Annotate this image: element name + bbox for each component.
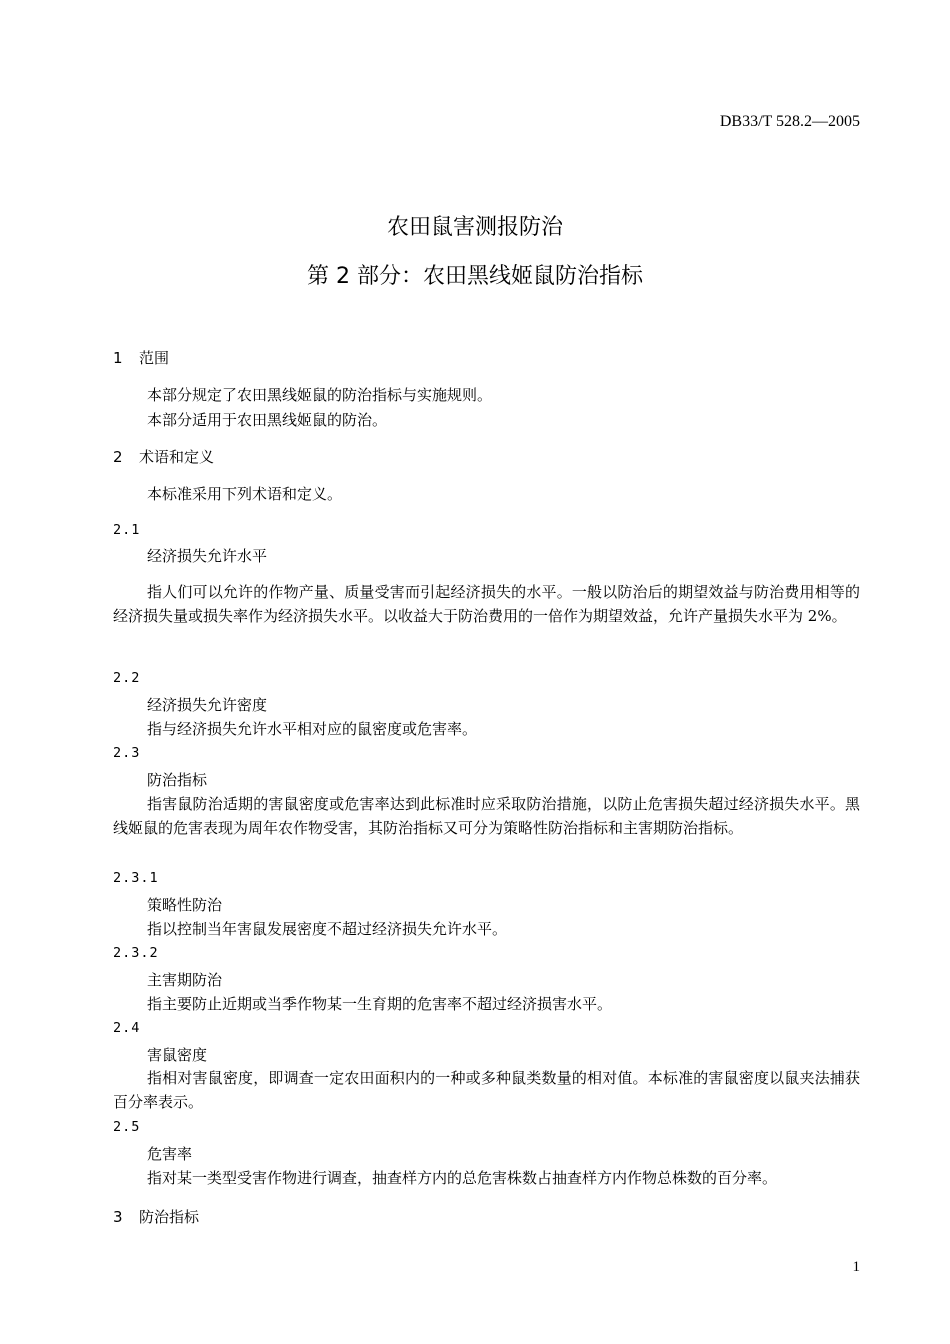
page-number: 1	[852, 1259, 860, 1275]
paragraph: 本部分适用于农田黑线姬鼠的防治。	[147, 411, 388, 429]
clause-number: 2.3	[113, 745, 141, 761]
clause-number: 2.4	[113, 1020, 141, 1036]
paragraph: 本标准采用下列术语和定义。	[147, 485, 343, 503]
term-definition: 指人们可以允许的作物产量、质量受害而引起经济损失的水平。一般以防治后的期望效益与防治费用相等的经济损失量或损失率作为经济损失水平。以收益大于防治费用的一倍作为期望效益，允许产量损失水平为 2%。	[113, 583, 860, 625]
document-title: 农田鼠害测报防治	[386, 215, 563, 240]
section-number: 1	[113, 349, 123, 367]
clause-number: 2.3.2	[113, 945, 159, 961]
term-definition: 指以控制当年害鼠发展密度不超过经济损失允许水平。	[147, 920, 508, 938]
section-heading-control-index	[113, 1206, 199, 1227]
term-heading: 防治指标	[147, 771, 208, 789]
section-number: 2	[113, 448, 123, 466]
term-heading: 害鼠密度	[147, 1046, 208, 1064]
term-definition: 指与经济损失允许水平相对应的鼠密度或危害率。	[147, 720, 478, 738]
term-heading: 主害期防治	[147, 971, 223, 989]
term-heading: 经济损失允许水平	[147, 547, 268, 565]
term-definition: 指主要防止近期或当季作物某一生育期的危害率不超过经济损害水平。	[147, 995, 613, 1013]
paragraph: 本部分规定了农田黑线姬鼠的防治指标与实施规则。	[147, 386, 493, 404]
term-heading: 策略性防治	[147, 896, 223, 914]
term-heading: 经济损失允许密度	[147, 696, 268, 714]
document-subtitle: 第 2 部分：农田黑线姬鼠防治指标	[307, 264, 643, 289]
clause-number: 2.5	[113, 1119, 141, 1135]
section-title: 范围	[139, 349, 170, 367]
term-definition: 指害鼠防治适期的害鼠密度或危害率达到此标准时应采取防治措施，以防止危害损失超过经济损失水平。黑线姬鼠的危害表现为周年农作物受害，其防治指标又可分为策略性防治指标和主害期防治指标。	[113, 795, 860, 837]
clause-number: 2.1	[113, 522, 141, 538]
section-number: 3	[113, 1208, 123, 1226]
standard-code: DB33/T 528.2—2005	[719, 113, 860, 130]
term-definition: 指对某一类型受害作物进行调查，抽查样方内的总危害株数占抽查样方内作物总株数的百分率。	[147, 1169, 778, 1187]
term-heading: 危害率	[147, 1145, 193, 1163]
section-heading-scope	[113, 347, 169, 368]
section-title: 术语和定义	[139, 448, 215, 466]
term-definition: 指相对害鼠密度，即调查一定农田面积内的一种或多种鼠类数量的相对值。本标准的害鼠密度以鼠夹法捕获百分率表示。	[113, 1069, 860, 1111]
section-title: 防治指标	[139, 1208, 200, 1226]
section-heading-terms	[113, 446, 214, 467]
clause-number: 2.3.1	[113, 870, 159, 886]
clause-number: 2.2	[113, 670, 141, 686]
